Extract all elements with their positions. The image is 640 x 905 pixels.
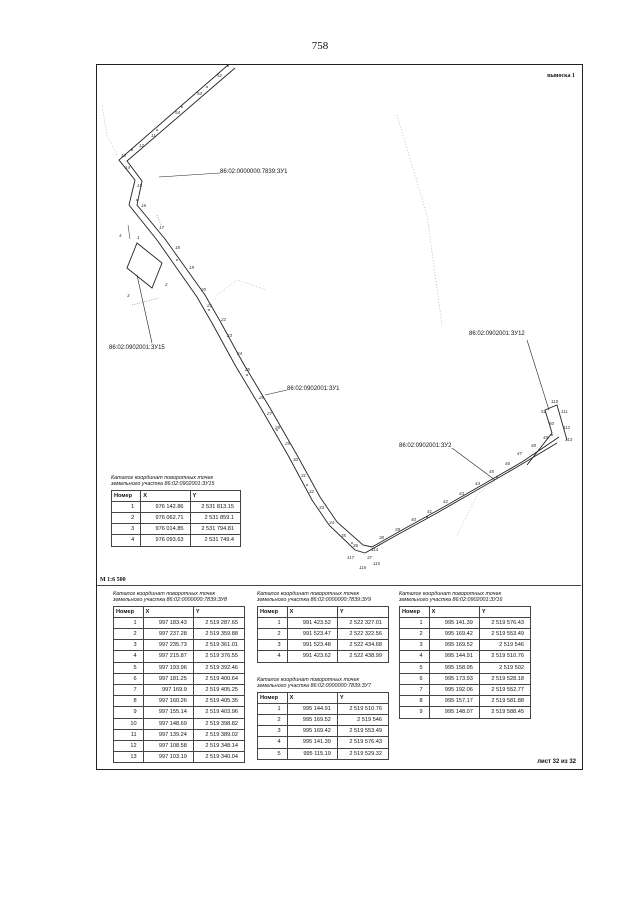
strip-point-label: 15 <box>137 183 143 188</box>
cell-y: 2 522 434.68 <box>337 640 388 651</box>
cell-y: 2 531 749.4 <box>190 535 240 546</box>
cell-y: 2 519 376.55 <box>193 651 244 662</box>
col-header-y: Y <box>337 606 388 617</box>
cell-y: 2 519 359.88 <box>193 629 244 640</box>
table-row <box>400 651 531 662</box>
cell-y: 2 519 392.46 <box>193 662 244 673</box>
cell-x: 976 014.85 <box>141 524 190 535</box>
table-row <box>400 662 531 673</box>
cell-num: 7 <box>114 684 144 695</box>
strip-point-label: 37 <box>367 555 373 560</box>
cell-num: 7 <box>400 684 430 695</box>
table-row <box>258 629 389 640</box>
cell-x: 997 183.43 <box>143 617 193 628</box>
cell-num: 4 <box>400 651 430 662</box>
parcel-point-label: 3 <box>127 293 130 298</box>
catalog-zu7 <box>257 677 389 760</box>
cell-y: 2 531 794.81 <box>190 524 240 535</box>
cell-x: 997 215.87 <box>143 651 193 662</box>
strip-point-label: 12 <box>139 143 145 148</box>
catalog-title: Каталог координат поворотных точек земельного участка 86:02:0000000:7839:ЗУ9 <box>257 591 372 604</box>
table-row <box>114 629 245 640</box>
cell-x: 995 144.91 <box>429 651 479 662</box>
cell-y: 2 531 813.15 <box>190 501 240 512</box>
catalog-zu8 <box>113 591 245 763</box>
cell-y: 2 519 398.82 <box>193 718 244 729</box>
cell-x: 991 423.62 <box>287 651 337 662</box>
cell-num: 3 <box>400 640 430 651</box>
table-row <box>400 640 531 651</box>
strip-point-label: 13 <box>121 153 127 158</box>
strip-point-label: 42 <box>443 499 449 504</box>
strip-point-label: 111 <box>561 409 568 414</box>
col-header-num: Номер <box>112 490 141 501</box>
col-header-num: Номер <box>400 606 430 617</box>
scale-label: М 1:6 500 <box>100 577 126 583</box>
leader-zu1-top <box>159 173 220 177</box>
cell-num: 12 <box>114 740 144 751</box>
coordinates-table <box>113 606 245 763</box>
table-row <box>114 617 245 628</box>
cell-y: 2 519 389.02 <box>193 729 244 740</box>
cell-num: 9 <box>114 707 144 718</box>
col-header-x: X <box>143 606 193 617</box>
cell-num: 9 <box>400 707 430 718</box>
col-header-y: Y <box>337 692 388 703</box>
strip-point-label: 40 <box>411 517 417 522</box>
cell-num: 1 <box>400 617 430 628</box>
cell-num: 1 <box>258 617 288 628</box>
cell-num: 2 <box>258 629 288 640</box>
table-row <box>114 662 245 673</box>
cell-num: 3 <box>258 640 288 651</box>
strip-point-label: 27 <box>267 411 273 416</box>
cell-x: 997 148.69 <box>143 718 193 729</box>
cell-y: 2 519 340.04 <box>193 752 244 763</box>
cell-x: 995 144.91 <box>287 703 337 714</box>
table-row <box>258 726 389 737</box>
branch-outline-bottom <box>365 443 557 553</box>
strip-point-label: 19 <box>189 265 195 270</box>
strip-point-label: 24 <box>237 351 243 356</box>
cell-x: 995 141.39 <box>287 737 337 748</box>
cell-x: 991 523.48 <box>287 640 337 651</box>
strip-point-label: 29 <box>285 441 291 446</box>
cell-y: 2 522 327.01 <box>337 617 388 628</box>
coordinates-table <box>111 490 241 547</box>
col-header-y: Y <box>193 606 244 617</box>
cell-x: 997 160.26 <box>143 696 193 707</box>
cell-x: 997 193.96 <box>143 662 193 673</box>
strip-point-label: 47 <box>517 451 523 456</box>
cell-x: 997 155.14 <box>143 707 193 718</box>
strip-point-label: 23 <box>227 333 233 338</box>
catalog-zu15 <box>111 475 241 547</box>
table-row <box>112 535 241 546</box>
cell-x: 997 237.28 <box>143 629 193 640</box>
cell-y: 2 519 546 <box>337 715 388 726</box>
strip-point-label: 46 <box>505 461 511 466</box>
catalog-zu9 <box>257 591 389 663</box>
cell-y: 2 519 403.96 <box>193 707 244 718</box>
cell-x: 997 108.58 <box>143 740 193 751</box>
col-header-x: X <box>141 490 190 501</box>
cell-x: 995 148.07 <box>429 707 479 718</box>
cell-num: 2 <box>112 513 141 524</box>
cell-y: 2 522 322.56 <box>337 629 388 640</box>
cell-num: 4 <box>258 737 288 748</box>
cell-x: 995 169.52 <box>429 640 479 651</box>
cell-x: 997 181.25 <box>143 673 193 684</box>
strip-point-label: 51 <box>541 409 547 414</box>
cell-y: 2 519 510.76 <box>337 703 388 714</box>
table-row <box>112 513 241 524</box>
cell-x: 995 169.42 <box>429 629 479 640</box>
cell-x: 995 192.06 <box>429 684 479 695</box>
cell-y: 2 519 546 <box>479 640 530 651</box>
strip-point-label: 112 <box>563 425 571 430</box>
strip-point-label: 117 <box>347 555 355 560</box>
table-row <box>114 696 245 707</box>
cell-y: 2 519 552.77 <box>479 684 530 695</box>
cell-num: 2 <box>258 715 288 726</box>
cell-num: 5 <box>258 748 288 759</box>
table-row <box>400 673 531 684</box>
cell-x: 995 173.93 <box>429 673 479 684</box>
cell-y: 2 519 529.32 <box>337 748 388 759</box>
cell-y: 2 519 528.18 <box>479 673 530 684</box>
strip-point-label: 11 <box>151 133 156 138</box>
col-header-num: Номер <box>114 606 144 617</box>
col-header-x: X <box>287 692 337 703</box>
cell-num: 2 <box>114 629 144 640</box>
cell-x: 976 142.86 <box>141 501 190 512</box>
leader-zu2 <box>452 448 495 480</box>
table-row <box>114 718 245 729</box>
cell-y: 2 519 400.64 <box>193 673 244 684</box>
cell-num: 10 <box>114 718 144 729</box>
strip-point-label: 14 <box>125 165 131 170</box>
strip-point-label: 35 <box>341 533 347 538</box>
cell-x: 991 523.47 <box>287 629 337 640</box>
table-row <box>258 737 389 748</box>
strip-point-label: 31 <box>301 473 307 478</box>
strip-point-label: 26 <box>259 395 265 400</box>
cell-num: 5 <box>400 662 430 673</box>
strip-point-label: 25 <box>245 367 251 372</box>
table-row <box>258 715 389 726</box>
cell-num: 3 <box>114 640 144 651</box>
cell-y: 2 519 405.25 <box>193 684 244 695</box>
strip-point-label: 38 <box>379 535 385 540</box>
table-row <box>114 752 245 763</box>
cell-num: 4 <box>112 535 141 546</box>
table-row <box>114 684 245 695</box>
cell-num: 1 <box>112 501 141 512</box>
parcel-point-label: 2 <box>165 282 168 287</box>
table-row <box>114 707 245 718</box>
strip-point-label: 16 <box>141 203 147 208</box>
map-label-zu1-mid: 86:02:0902001:ЗУ1 <box>287 386 340 392</box>
cell-x: 997 139.24 <box>143 729 193 740</box>
strip-point-label: 39 <box>395 527 401 532</box>
table-row <box>112 524 241 535</box>
table-row <box>258 617 389 628</box>
strip-point-label: 50 <box>549 421 555 426</box>
branch-outline-top <box>372 437 559 547</box>
cell-num: 6 <box>114 673 144 684</box>
coordinates-table <box>399 606 531 719</box>
cell-x: 997 235.73 <box>143 640 193 651</box>
page-number: 758 <box>311 40 329 52</box>
leader-zu12 <box>527 340 549 410</box>
col-header-x: X <box>429 606 479 617</box>
cell-y: 2 519 576.43 <box>479 617 530 628</box>
coordinates-table <box>257 606 389 663</box>
cell-num: 1 <box>114 617 144 628</box>
parcel-point-label: 4 <box>119 233 122 238</box>
col-header-num: Номер <box>258 606 288 617</box>
coordinates-table <box>257 692 389 760</box>
table-row <box>114 740 245 751</box>
cell-x: 995 158.95 <box>429 662 479 673</box>
cell-num: 4 <box>114 651 144 662</box>
cell-y: 2 519 553.49 <box>337 726 388 737</box>
cell-x: 976 093.63 <box>141 535 190 546</box>
inset-label: выноска 1 <box>547 73 575 79</box>
strip-point-label: 28 <box>275 425 281 430</box>
strip-point-label: 113 <box>565 437 573 442</box>
cell-y: 2 519 502 <box>479 662 530 673</box>
strip-point-label: 18 <box>175 245 181 250</box>
catalog-title: Каталог координат поворотных точек земельного участка 86:02:0902001:ЗУ16 <box>399 591 503 604</box>
table-row <box>114 673 245 684</box>
strip-point-label: 110 <box>551 399 559 404</box>
col-header-y: Y <box>479 606 530 617</box>
cell-y: 2 519 553.49 <box>479 629 530 640</box>
strip-point-label: 30 <box>293 457 299 462</box>
cell-num: 4 <box>258 651 288 662</box>
cell-y: 2 519 581.88 <box>479 696 530 707</box>
cell-num: 11 <box>114 729 144 740</box>
cell-num: 5 <box>114 662 144 673</box>
cell-num: 1 <box>258 703 288 714</box>
table-row <box>258 640 389 651</box>
strip-point-label: 32 <box>309 489 315 494</box>
cell-y: 2 519 287.65 <box>193 617 244 628</box>
table-row <box>400 707 531 718</box>
leader-zu1-mid <box>265 390 287 395</box>
leader-zu15 <box>137 275 152 343</box>
strip-point-label: 41 <box>427 509 433 514</box>
cell-y: 2 531 859.1 <box>190 513 240 524</box>
parcel-zu15 <box>127 243 162 288</box>
strip-point-label: 48 <box>531 443 537 448</box>
table-row <box>400 684 531 695</box>
strip-point-label: 45 <box>489 469 495 474</box>
strip-point-label: 53 <box>197 91 203 96</box>
table-row <box>400 696 531 707</box>
col-header-y: Y <box>190 490 240 501</box>
strip-point-label: 54 <box>175 110 181 115</box>
cell-num: 3 <box>112 524 141 535</box>
cell-num: 6 <box>400 673 430 684</box>
col-header-x: X <box>287 606 337 617</box>
table-row <box>400 617 531 628</box>
col-header-num: Номер <box>258 692 288 703</box>
strip-point-label: 17 <box>159 225 165 230</box>
table-row <box>258 651 389 662</box>
table-row <box>112 501 241 512</box>
cell-y: 2 519 576.43 <box>337 737 388 748</box>
catalog-title: Каталог координат поворотных точек земельного участка 86:02:0000000:7839:ЗУ7 <box>257 677 372 690</box>
cell-num: 8 <box>400 696 430 707</box>
cell-x: 976 062.71 <box>141 513 190 524</box>
cell-num: 13 <box>114 752 144 763</box>
cell-x: 995 169.52 <box>287 715 337 726</box>
strip-point-label: 44 <box>475 481 481 486</box>
strip-point-label: 20 <box>201 287 207 292</box>
cell-x: 997 169.9 <box>143 684 193 695</box>
strip-point-label: 116 <box>359 565 367 570</box>
cell-x: 995 115.19 <box>287 748 337 759</box>
strip-point-label: 114 <box>371 547 379 552</box>
strip-point-label: 49 <box>543 435 549 440</box>
table-row <box>258 703 389 714</box>
strip-point-label: 33 <box>319 505 325 510</box>
table-row <box>114 651 245 662</box>
map-label-zu2: 86:02:0902001:ЗУ2 <box>399 443 452 449</box>
sheet-label: лист 32 из 32 <box>537 759 576 765</box>
table-row <box>114 729 245 740</box>
map-label-zu1-top: 86:02:0000000:7839:ЗУ1 <box>220 169 288 175</box>
cell-y: 2 519 510.76 <box>479 651 530 662</box>
map-label-zu15: 86:02:0902001:ЗУ15 <box>109 345 165 351</box>
cell-num: 8 <box>114 696 144 707</box>
strip-point-label: 43 <box>459 491 465 496</box>
table-row <box>258 748 389 759</box>
strip-point-label: 36 <box>353 543 359 548</box>
strip-point-label: 34 <box>329 520 335 525</box>
table-row <box>114 640 245 651</box>
catalog-zu16 <box>399 591 531 719</box>
drawing-frame <box>96 64 583 770</box>
strip-point-label: 21 <box>207 303 213 308</box>
strip-point-label: 115 <box>373 561 381 566</box>
cell-x: 997 103.19 <box>143 752 193 763</box>
strip-point-label: 52 <box>217 73 223 78</box>
cell-y: 2 519 361.01 <box>193 640 244 651</box>
cell-x: 995 141.39 <box>429 617 479 628</box>
strip-point-label: 22 <box>221 317 227 322</box>
map-label-zu12: 86:02:0902001:ЗУ12 <box>469 331 525 337</box>
table-row <box>400 629 531 640</box>
parcel-point-label: 1 <box>137 235 140 240</box>
cell-y: 2 519 348.14 <box>193 740 244 751</box>
cell-num: 3 <box>258 726 288 737</box>
cell-x: 991 423.52 <box>287 617 337 628</box>
catalog-title: Каталог координат поворотных точек земельного участка 86:02:0902001:ЗУ15 <box>111 475 215 488</box>
cell-x: 995 169.42 <box>287 726 337 737</box>
cell-y: 2 519 405.35 <box>193 696 244 707</box>
cell-num: 2 <box>400 629 430 640</box>
cell-y: 2 519 588.45 <box>479 707 530 718</box>
catalog-title: Каталог координат поворотных точек земельного участка 86:02:0000000:7839:ЗУ8 <box>113 591 228 604</box>
cell-x: 995 157.17 <box>429 696 479 707</box>
map-area <box>97 65 581 586</box>
cell-y: 2 522 438.99 <box>337 651 388 662</box>
